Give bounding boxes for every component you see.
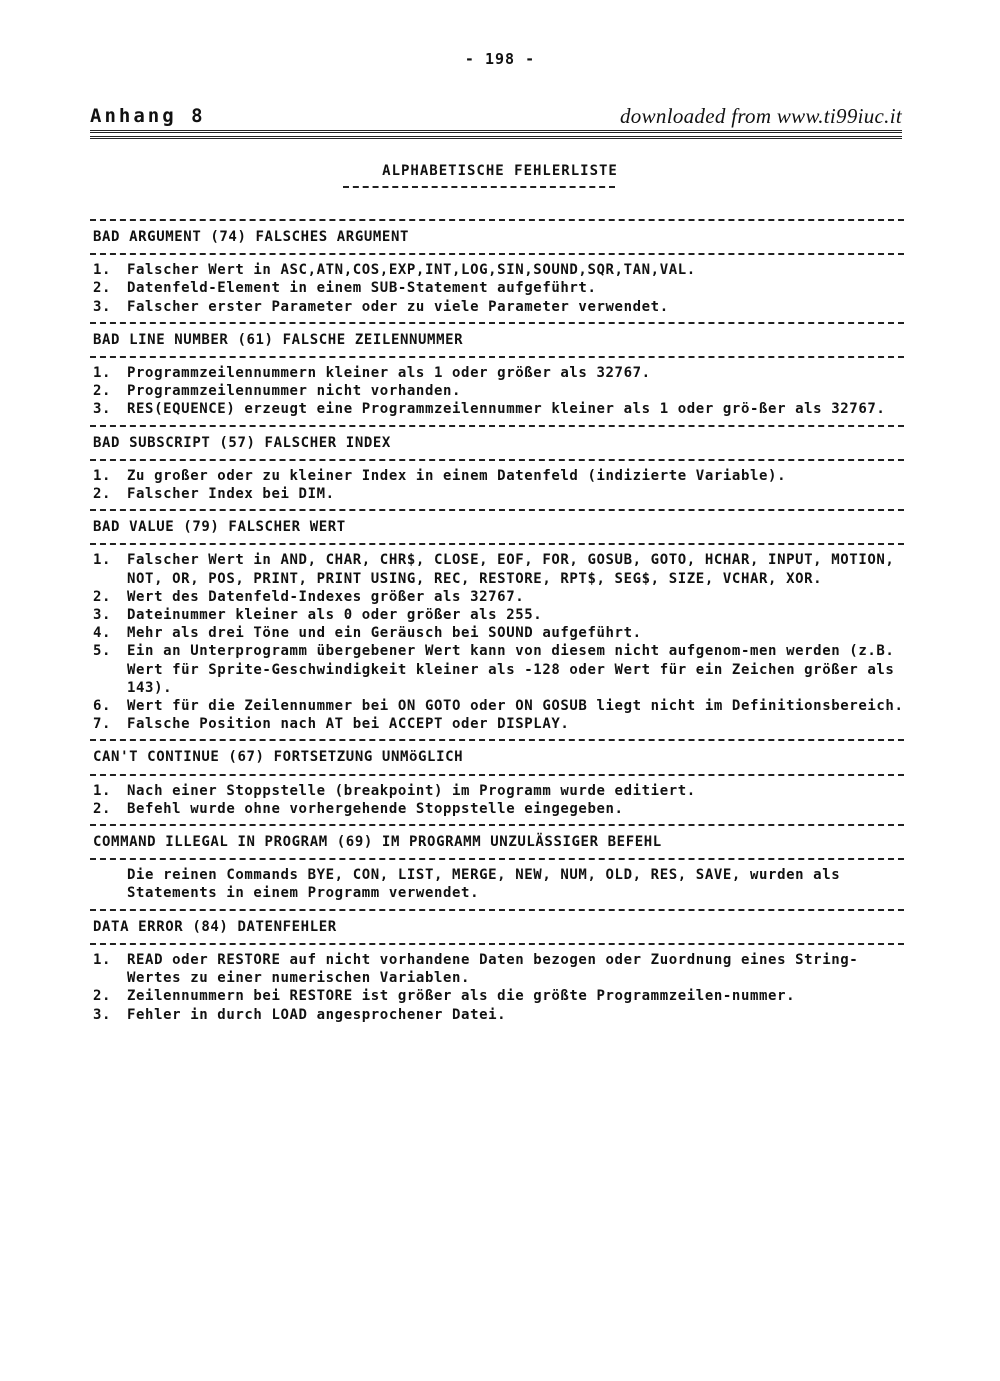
- item-number: 5.: [93, 643, 112, 660]
- list-item: [90, 400, 904, 418]
- divider: [90, 774, 904, 776]
- item-text: Mehr als drei Töne und ein Geräusch bei SOUND aufgeführt.: [127, 625, 642, 642]
- item-text: READ oder RESTORE auf nicht vorhandene Daten bezogen oder Zuordnung eines String-Wertes zu einer numerischen Variablen.: [127, 951, 859, 987]
- list-item: [90, 715, 904, 733]
- section-paragraph: Die reinen Commands BYE, CON, LIST, MERGE, NEW, NUM, OLD, RES, SAVE, wurden als Statements in einem Programm verwendet.: [127, 867, 841, 902]
- item-text: Fehler in durch LOAD angesprochener Datei.: [127, 1006, 507, 1023]
- list-item: [90, 697, 904, 715]
- item-text: Zu großer oder zu kleiner Index in einem Datenfeld (indizierte Variable).: [127, 467, 787, 484]
- divider: [90, 824, 904, 826]
- list-item: [90, 987, 904, 1005]
- list-item: [90, 551, 904, 587]
- divider: [90, 459, 904, 461]
- item-number: 2.: [93, 588, 112, 605]
- item-number: 7.: [93, 716, 112, 733]
- list-item: [90, 800, 904, 818]
- page-title: ALPHABETISCHE FEHLERLISTE: [382, 163, 618, 179]
- section-header: DATA ERROR (84) DATENFEHLER: [93, 918, 337, 935]
- list-item: [90, 364, 904, 382]
- section-header: COMMAND ILLEGAL IN PROGRAM (69) IM PROGRAMM UNZULÄSSIGER BEFEHL: [93, 834, 662, 851]
- item-list: [90, 364, 904, 419]
- item-number: 3.: [93, 607, 112, 624]
- list-item: [90, 624, 904, 642]
- divider: [90, 739, 904, 741]
- list-item: [90, 485, 904, 503]
- section-header: BAD VALUE (79) FALSCHER WERT: [93, 519, 346, 536]
- source-note: downloaded from www.ti99iuc.it: [619, 104, 902, 128]
- item-text: Dateinummer kleiner als 0 oder größer als 255.: [127, 607, 543, 624]
- item-text: Wert des Datenfeld-Indexes größer als 32767.: [127, 588, 525, 605]
- divider: [90, 425, 904, 427]
- item-list: [90, 551, 904, 733]
- item-text: RES(EQUENCE) erzeugt eine Programmzeilennummer kleiner als 1 oder grö-ßer als 32767.: [127, 401, 886, 418]
- item-number: 2.: [93, 486, 112, 503]
- page-number: - 198 -: [464, 50, 536, 68]
- error-list: [90, 213, 904, 1026]
- item-text: Falsche Position nach AT bei ACCEPT oder DISPLAY.: [127, 716, 570, 733]
- divider: [90, 943, 904, 945]
- item-number: 1.: [93, 262, 112, 279]
- item-text: Programmzeilennummer nicht vorhanden.: [127, 383, 462, 400]
- item-number: 1.: [93, 782, 112, 799]
- section-header: CAN'T CONTINUE (67) FORTSETZUNG UNMöGLICH: [93, 749, 464, 766]
- appendix-label: Anhang 8: [90, 105, 206, 127]
- divider: [90, 356, 904, 358]
- list-item: [90, 642, 904, 697]
- list-item: [90, 606, 904, 624]
- divider: [90, 219, 904, 221]
- item-number: 1.: [93, 951, 112, 968]
- section-header: BAD SUBSCRIPT (57) FALSCHER INDEX: [93, 434, 391, 451]
- section-header: BAD ARGUMENT (74) FALSCHES ARGUMENT: [93, 229, 410, 245]
- item-number: 3.: [93, 1006, 112, 1023]
- item-text: Ein an Unterprogramm übergebener Wert kann von diesem nicht aufgenom-men werden (z.B. Wert für Sprite-Geschwindigkeit kleiner als -128 oder Wert für ein Zeichen größer als 143).: [127, 643, 895, 696]
- item-list: [90, 261, 904, 316]
- item-text: Programmzeilennummern kleiner als 1 oder größer als 32767.: [127, 365, 651, 382]
- item-text: Wert für die Zeilennummer bei ON GOTO oder ON GOSUB liegt nicht im Definitionsbereich.: [127, 698, 904, 715]
- list-item: [90, 279, 904, 297]
- item-text: Zeilennummern bei RESTORE ist größer als die größte Programmzeilen-nummer.: [127, 988, 796, 1005]
- list-item: [90, 467, 904, 485]
- item-text: Datenfeld-Element in einem SUB-Statement aufgeführt.: [127, 280, 597, 297]
- divider: [90, 543, 904, 545]
- item-number: 1.: [93, 467, 112, 484]
- item-list: [90, 951, 904, 1024]
- item-text: Falscher erster Parameter oder zu viele Parameter verwendet.: [127, 298, 669, 315]
- header-double-rule: [90, 130, 902, 139]
- list-item: [90, 382, 904, 400]
- item-list: [90, 467, 904, 503]
- divider: [90, 858, 904, 860]
- item-text: Falscher Wert in AND, CHAR, CHR$, CLOSE, EOF, FOR, GOSUB, GOTO, HCHAR, INPUT, MOTION, NOT, OR, POS, PRINT, PRINT USING, REC, RESTORE, RPT$, SEG$, SIZE, VCHAR, XOR.: [127, 552, 895, 587]
- item-list: [90, 782, 904, 818]
- item-number: 2.: [93, 383, 112, 400]
- item-number: 3.: [93, 401, 112, 418]
- item-number: 6.: [93, 698, 112, 715]
- item-number: 4.: [93, 625, 112, 642]
- item-number: 2.: [93, 280, 112, 297]
- title-underline: [343, 186, 615, 188]
- item-text: Befehl wurde ohne vorhergehende Stoppstelle eingegeben.: [127, 800, 624, 817]
- item-text: Falscher Index bei DIM.: [127, 486, 335, 503]
- list-item: [90, 298, 904, 316]
- item-number: 2.: [93, 800, 112, 817]
- divider: [90, 909, 904, 911]
- list-item: [90, 782, 904, 800]
- item-text: Falscher Wert in ASC,ATN,COS,EXP,INT,LOG,SIN,SOUND,SQR,TAN,VAL.: [127, 262, 696, 279]
- item-number: 1.: [93, 552, 112, 569]
- divider: [90, 322, 904, 324]
- list-item: [90, 261, 904, 279]
- list-item: [90, 1006, 904, 1024]
- list-item: [90, 951, 904, 987]
- divider: [90, 509, 904, 511]
- item-text: Nach einer Stoppstelle (breakpoint) im Programm wurde editiert.: [127, 782, 696, 799]
- divider: [90, 253, 904, 255]
- section-header: BAD LINE NUMBER (61) FALSCHE ZEILENNUMMER: [93, 331, 464, 348]
- item-number: 2.: [93, 988, 112, 1005]
- item-number: 3.: [93, 298, 112, 315]
- list-item: [90, 588, 904, 606]
- item-number: 1.: [93, 365, 112, 382]
